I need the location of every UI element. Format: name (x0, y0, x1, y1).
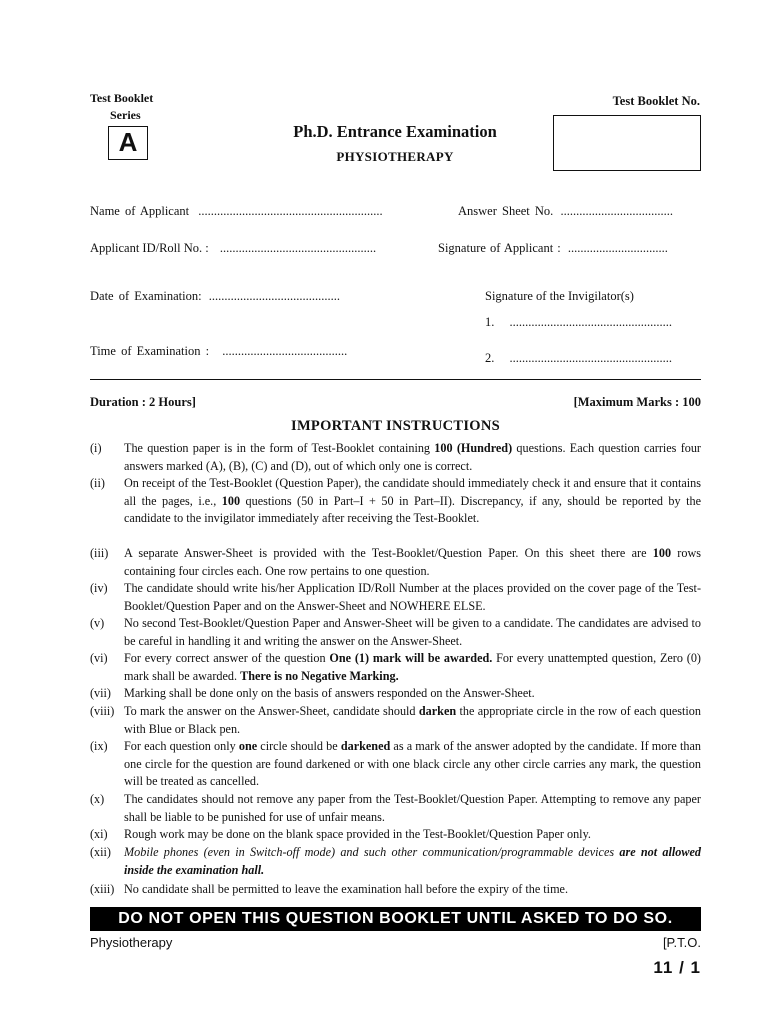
instruction-item (90, 545, 701, 580)
instruction-text-run: rows containing four circles each. One row pertains to one question. (124, 546, 701, 578)
instruction-text-run: There is no Negative Marking. (240, 668, 399, 683)
instruction-text (124, 881, 701, 899)
instruction-item (90, 685, 701, 703)
maximum-marks-text: [Maximum Marks : 100 (573, 395, 701, 409)
instruction-text-run: On receipt of the Test-Booklet (Question Paper), the candidate should immediately check it and ensure that it contains all the pages, i.e., (124, 476, 701, 508)
instruction-item (90, 844, 701, 879)
signature-of-applicant-dots: ................................ (567, 241, 668, 255)
instruction-text (124, 475, 701, 528)
instruction-number: (iv) (90, 581, 108, 595)
invigilator-1-field[interactable] (485, 315, 672, 330)
instruction-text-run: For each question only (124, 739, 239, 753)
instruction-text-run: Marking shall be done only on the basis of answers responded on the Answer-Sheet. (124, 686, 535, 700)
instruction-text (124, 650, 701, 685)
instruction-item (90, 791, 701, 826)
roll-no-dots: .................................................. (219, 241, 377, 255)
instruction-item (90, 738, 701, 791)
instruction-number: (iii) (90, 546, 109, 560)
instruction-item (90, 475, 701, 528)
instruction-text-run: questions. Each question carries four answers marked (A), (B), (C) and (D), out of which only one is correct. (124, 441, 701, 473)
invigilator-1-dots: .................................................... (509, 315, 672, 329)
invigilator-1-number: 1. (485, 315, 495, 329)
roll-no-field[interactable] (90, 241, 376, 256)
instruction-number: (ix) (90, 739, 108, 753)
answer-sheet-no-dots: .................................... (560, 204, 673, 218)
instruction-text-run: 100 (221, 493, 241, 508)
series-label-line1: Test Booklet (90, 91, 154, 105)
instruction-item (90, 580, 701, 615)
duration-text: Duration : 2 Hours] (90, 395, 196, 409)
instruction-number: (i) (90, 441, 102, 455)
signature-of-applicant-label: Signature of Applicant : (438, 241, 561, 255)
instruction-text-run: Rough work may be done on the blank space provided in the Test-Booklet/Question Paper only. (124, 827, 591, 841)
instruction-text (124, 703, 701, 738)
page-code: 11 / 1 (653, 958, 701, 977)
instruction-number: (xii) (90, 845, 111, 859)
instruction-text-run: questions (50 in Part–I + 50 in Part–II). Discrepancy, if any, should be reported by the candidate to the invigilator immediately after receiving the Test-Booklet. (124, 493, 701, 526)
instruction-text-run: No second Test-Booklet/Question Paper and Answer-Sheet will be given to a candidate. The candidates are advised to be careful in handling it and writing the answer on the Answer-Sheet. (124, 616, 701, 648)
instruction-text (124, 844, 701, 879)
instruction-number: (vi) (90, 651, 108, 665)
name-of-applicant-field[interactable] (90, 204, 383, 219)
instruction-text (124, 440, 701, 475)
instruction-text-run: darkened (340, 739, 391, 753)
answer-sheet-no-label: Answer Sheet No. (458, 204, 554, 218)
test-booklet-series-label (90, 90, 170, 124)
instruction-text-run: the appropriate circle in the row of each question with Blue or Black pen. (124, 704, 701, 736)
instruction-text-run: darken (418, 704, 457, 718)
roll-no-label: Applicant ID/Roll No. : (90, 241, 209, 255)
instruction-number: (vii) (90, 686, 111, 700)
instruction-text-run: 100 (652, 546, 672, 560)
date-of-examination-label: Date of Examination: (90, 289, 202, 303)
instruction-text (124, 685, 701, 703)
test-booklet-no-label: Test Booklet No. (612, 94, 700, 108)
instruction-text-run: 100 (Hundred) (434, 441, 513, 455)
instruction-text-run: The candidate should write his/her Application ID/Roll Number at the places provided on the cover page of the Test-Booklet/Question Paper and on the Answer-Sheet and NOWHERE ELSE. (124, 581, 701, 613)
date-of-examination-field[interactable] (90, 289, 340, 304)
instruction-item (90, 881, 701, 899)
test-booklet-no-box[interactable] (553, 115, 701, 171)
invigilator-2-field[interactable] (485, 351, 672, 366)
instruction-number: (v) (90, 616, 105, 630)
instruction-item (90, 615, 701, 650)
instruction-number: (xiii) (90, 882, 115, 896)
instruction-text-run: Mobile phones (even in Switch-off mode) and such other communication/programmable devices (124, 845, 620, 859)
instruction-text-run: For every unattempted question, Zero (0) mark shall be awarded. (124, 651, 701, 683)
answer-sheet-no-field[interactable] (458, 204, 673, 219)
instruction-text-run: To mark the answer on the Answer-Sheet, candidate should (124, 704, 419, 718)
name-of-applicant-dots: ........................................................... (198, 204, 383, 218)
instruction-number: (xi) (90, 827, 108, 841)
do-not-open-banner: DO NOT OPEN THIS QUESTION BOOKLET UNTIL ASKED TO DO SO. (90, 907, 701, 931)
instruction-text-run: The candidates should not remove any paper from the Test-Booklet/Question Paper. Attempting to remove any paper shall be liable to be punished for use of unfair means. (124, 792, 701, 824)
instruction-text-run: For every correct answer of the question (124, 651, 330, 665)
section-divider (90, 379, 701, 380)
instruction-text-run: circle should be (257, 739, 341, 753)
instruction-text-run: are not allowed inside the examination hall. (124, 845, 701, 877)
instruction-item (90, 650, 701, 685)
instruction-item (90, 826, 701, 844)
footer-subject: Physiotherapy (90, 935, 173, 950)
instruction-text-run: The question paper is in the form of Test-Booklet containing (124, 441, 435, 455)
series-letter-box: A (108, 126, 148, 160)
instruction-number: (viii) (90, 704, 115, 718)
instruction-text-run: one (238, 739, 258, 753)
footer-pto: [P.T.O. (662, 935, 701, 950)
instruction-number: (x) (90, 792, 105, 806)
exam-subject: PHYSIOTHERAPY (336, 149, 454, 164)
instruction-number: (ii) (90, 476, 105, 490)
date-of-examination-dots: .......................................... (208, 289, 340, 303)
instruction-item (90, 703, 701, 738)
instruction-text (124, 791, 701, 826)
instruction-text-run: No candidate shall be permitted to leave the examination hall before the expiry of the time. (124, 882, 569, 896)
instructions-heading: IMPORTANT INSTRUCTIONS (291, 418, 500, 434)
instruction-text-run: A separate Answer-Sheet is provided with the Test-Booklet/Question Paper. On this sheet there are (124, 546, 653, 560)
instruction-text (124, 615, 701, 650)
instruction-text (124, 826, 701, 844)
instruction-text (124, 545, 701, 580)
invigilator-2-dots: .................................................... (509, 351, 672, 365)
time-of-examination-field[interactable] (90, 344, 347, 359)
time-of-examination-dots: ........................................ (222, 344, 348, 358)
invigilator-2-number: 2. (485, 351, 495, 365)
instruction-item (90, 440, 701, 475)
series-label-line2: Series (110, 108, 141, 122)
name-of-applicant-label: Name of Applicant (90, 204, 190, 218)
signature-of-applicant-field[interactable] (438, 241, 668, 256)
exam-title: Ph.D. Entrance Examination (293, 122, 497, 141)
time-of-examination-label: Time of Examination : (90, 344, 210, 358)
instruction-text-run: as a mark of the answer adopted by the candidate. If more than one circle for the question are found darkened or with one black circle any other circle carries any mark, the question will be treated as cancelled. (124, 739, 701, 789)
instruction-text (124, 580, 701, 615)
instruction-text (124, 738, 701, 791)
invigilator-signature-label: Signature of the Invigilator(s) (485, 289, 634, 303)
instruction-text-run: One (1) mark will be awarded. (329, 651, 493, 665)
